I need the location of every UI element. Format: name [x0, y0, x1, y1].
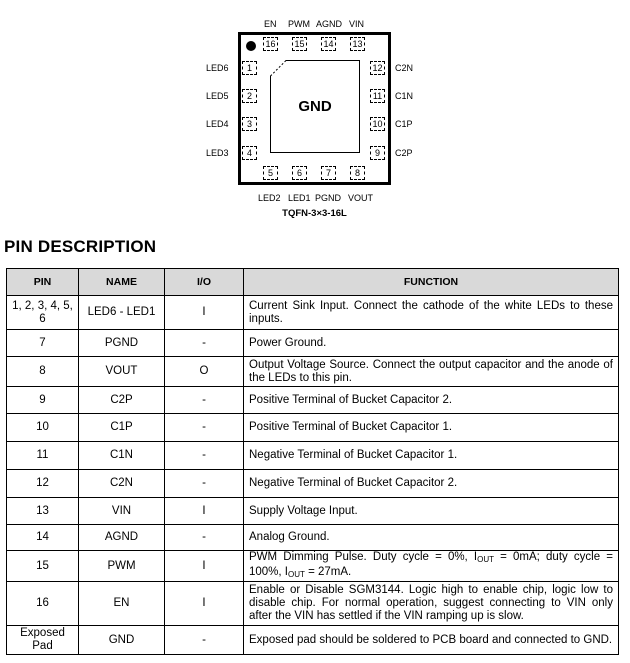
table-row — [7, 525, 619, 551]
pin1-marker-icon — [246, 41, 256, 51]
pin-label-en: EN — [264, 19, 277, 29]
cell-io: I — [165, 296, 244, 330]
header-io: I/O — [165, 269, 244, 296]
table-row — [7, 582, 619, 626]
table-row — [7, 442, 619, 470]
cell-pin: 1, 2, 3, 4, 5, 6 — [7, 296, 79, 330]
pin-5: 5 — [263, 166, 278, 180]
cell-io: - — [165, 330, 244, 357]
pin-label-c1n: C1N — [395, 91, 414, 101]
cell-pin: 12 — [7, 470, 79, 498]
pin-7: 7 — [321, 166, 336, 180]
table-row — [7, 357, 619, 387]
header-function: FUNCTION — [244, 269, 619, 296]
table-header-row — [7, 269, 619, 296]
pin-label-c2n: C2N — [395, 63, 414, 73]
cell-io: I — [165, 582, 244, 626]
cell-io: - — [165, 414, 244, 442]
pin-6: 6 — [292, 166, 307, 180]
cell-function: Output Voltage Source. Connect the output capacitor and the anode of the LEDs to this pin. — [244, 357, 619, 387]
pin-2: 2 — [242, 89, 257, 103]
cell-pin: 14 — [7, 525, 79, 551]
pin-label-agnd: AGND — [316, 19, 343, 29]
pin-8: 8 — [350, 166, 365, 180]
cell-io: - — [165, 442, 244, 470]
pin-15: 15 — [292, 37, 307, 51]
table-row — [7, 626, 619, 655]
pin-label-vin: VIN — [349, 19, 365, 29]
cell-function: Enable or Disable SGM3144. Logic high to enable chip, logic low to disable chip. For normal operation, suggest connecting to VIN only after the VIN has settled if the VIN ramping up is slow. — [244, 582, 619, 626]
cell-name: VOUT — [79, 357, 165, 387]
section-title: PIN DESCRIPTION — [4, 237, 157, 256]
cell-io: - — [165, 470, 244, 498]
package-name: TQFN-3×3-16L — [282, 208, 347, 219]
cell-io: I — [165, 551, 244, 582]
table-row — [7, 387, 619, 414]
cell-pin: 9 — [7, 387, 79, 414]
cell-pin: 11 — [7, 442, 79, 470]
pin-label-led4: LED4 — [206, 119, 229, 129]
cell-io: - — [165, 387, 244, 414]
header-name: NAME — [79, 269, 165, 296]
cell-name: C2N — [79, 470, 165, 498]
pin-13: 13 — [350, 37, 365, 51]
cell-name: C1P — [79, 414, 165, 442]
cell-function: Negative Terminal of Bucket Capacitor 2. — [244, 470, 619, 498]
cell-io: - — [165, 525, 244, 551]
pin-label-c1p: C1P — [395, 119, 413, 129]
cell-function: Positive Terminal of Bucket Capacitor 2. — [244, 387, 619, 414]
cell-io: - — [165, 626, 244, 655]
cell-pin: 16 — [7, 582, 79, 626]
cell-pin: 7 — [7, 330, 79, 357]
header-pin: PIN — [7, 269, 79, 296]
pin-description-table — [6, 268, 619, 655]
cell-pin: Exposed Pad — [7, 626, 79, 655]
pin-label-vout: VOUT — [348, 193, 374, 203]
pin-label-c2p: C2P — [395, 148, 413, 158]
cell-function: Current Sink Input. Connect the cathode of the white LEDs to these inputs. — [244, 296, 619, 330]
cell-function-pwm: PWM Dimming Pulse. Duty cycle = 0%, $I_{OUT} = 0mA$; duty cycle = 100%, $I_{OUT} = 27mA$. — [244, 551, 619, 582]
cell-name: C1N — [79, 442, 165, 470]
cell-name: PGND — [79, 330, 165, 357]
pin-label-pgnd: PGND — [315, 193, 342, 203]
pin-3: 3 — [242, 117, 257, 131]
cell-io: I — [165, 498, 244, 525]
pin-label-led5: LED5 — [206, 91, 229, 101]
pin-12: 12 — [370, 61, 385, 75]
cell-pin: 10 — [7, 414, 79, 442]
cell-pin: 13 — [7, 498, 79, 525]
pin-label-led3: LED3 — [206, 148, 229, 158]
table-row — [7, 498, 619, 525]
cell-pin: 8 — [7, 357, 79, 387]
table-row — [7, 296, 619, 330]
pad-chamfer — [270, 60, 293, 83]
table-row — [7, 414, 619, 442]
pin-label-led2: LED2 — [258, 193, 281, 203]
table-row — [7, 330, 619, 357]
pin-16: 16 — [263, 37, 278, 51]
cell-function: Power Ground. — [244, 330, 619, 357]
pin-label-led6: LED6 — [206, 63, 229, 73]
pin-9: 9 — [370, 146, 385, 160]
cell-function: Positive Terminal of Bucket Capacitor 1. — [244, 414, 619, 442]
table-row — [7, 470, 619, 498]
pin-4: 4 — [242, 146, 257, 160]
pin-10: 10 — [370, 117, 385, 131]
cell-function: Analog Ground. — [244, 525, 619, 551]
pin-11: 11 — [370, 89, 385, 103]
pin-label-led1: LED1 — [288, 193, 311, 203]
pad-label: GND — [298, 98, 332, 115]
pin-label-pwm: PWM — [288, 19, 310, 29]
cell-function: Exposed pad should be soldered to PCB board and connected to GND. — [244, 626, 619, 655]
cell-function: Supply Voltage Input. — [244, 498, 619, 525]
cell-name: LED6 - LED1 — [79, 296, 165, 330]
pin-1: 1 — [242, 61, 257, 75]
cell-name: C2P — [79, 387, 165, 414]
cell-function: Negative Terminal of Bucket Capacitor 1. — [244, 442, 619, 470]
cell-name: EN — [79, 582, 165, 626]
cell-pin: 15 — [7, 551, 79, 582]
table-row — [7, 551, 619, 582]
cell-name: VIN — [79, 498, 165, 525]
cell-io: O — [165, 357, 244, 387]
package-diagram — [0, 0, 630, 225]
cell-name: PWM — [79, 551, 165, 582]
cell-name: AGND — [79, 525, 165, 551]
cell-name: GND — [79, 626, 165, 655]
pin-14: 14 — [321, 37, 336, 51]
